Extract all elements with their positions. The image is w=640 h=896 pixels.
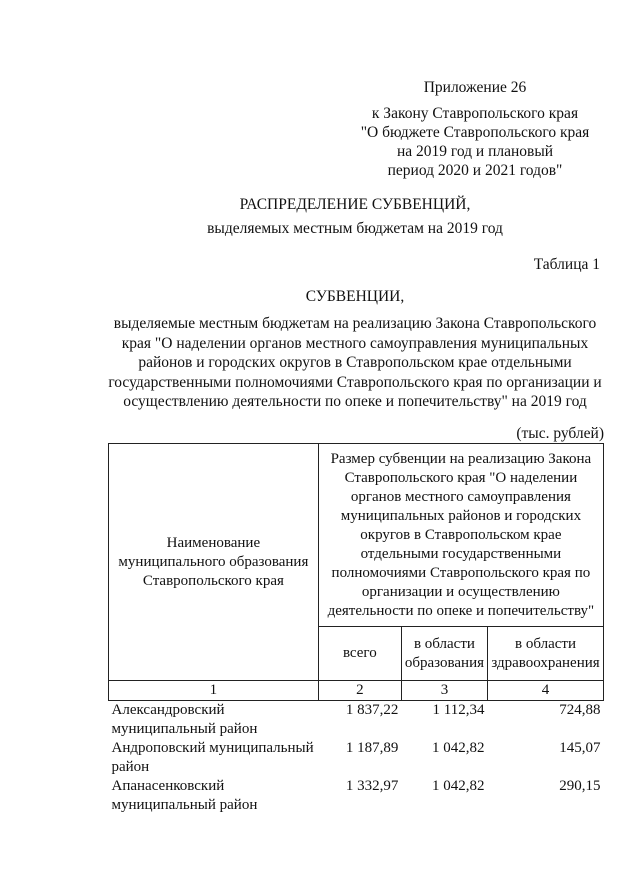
appendix-line: период 2020 и 2021 годов" — [387, 162, 563, 179]
header-row — [109, 444, 604, 627]
value-health: 145,07 — [559, 740, 601, 756]
units-label: (тыс. рублей) — [516, 425, 604, 442]
table-row — [109, 701, 604, 740]
group-header: Размер субвенции на реализацию Закона Ставропольского края "О наделении органов местного самоуправления муниципальных районов и городских округов в Ставропольском крае отдельными государственными полномочиями Ставропольского края по организации и осуществлению деятельности по опеке и попечительству" — [318, 444, 603, 627]
col1-header: Наименование муниципального образования Ставропольского края — [109, 444, 319, 681]
description-line: выделяемые местным бюджетам на реализацию Закона Ставропольского — [113, 315, 597, 332]
subheader-education: в области образования — [401, 627, 487, 681]
subsidies-title: СУБВЕНЦИИ, — [305, 288, 405, 305]
subsidies-description — [60, 314, 640, 412]
description-line: осуществлению деятельности по опеке и попечительству" на 2019 год — [123, 393, 587, 410]
district-name: Александровский муниципальный район — [111, 702, 258, 737]
page-subtitle: выделяемых местным бюджетам на 2019 год — [207, 220, 503, 237]
subsidy-table — [108, 443, 604, 815]
appendix-line: на 2019 год и плановый — [396, 143, 554, 160]
value-total: 1 187,89 — [345, 740, 399, 756]
appendix-title: Приложение 26 — [423, 79, 527, 96]
table-row — [109, 777, 604, 815]
column-number: 2 — [318, 681, 401, 701]
value-health: 724,88 — [559, 702, 601, 718]
column-number: 1 — [109, 681, 319, 701]
value-education: 1 042,82 — [432, 778, 485, 794]
column-number: 4 — [488, 681, 604, 701]
description-line: государственными полномочиями Ставропольского края по организации и — [108, 373, 602, 391]
value-total: 1 332,97 — [345, 778, 399, 794]
district-name: Андроповский муниципальный район — [111, 740, 314, 775]
district-name: Апанасенковский муниципальный район — [111, 778, 258, 813]
table-label: Таблица 1 — [533, 256, 600, 273]
appendix-line: "О бюджете Ставропольского края — [360, 124, 590, 141]
table-row — [109, 739, 604, 777]
value-education: 1 042,82 — [432, 740, 485, 756]
value-health: 290,15 — [559, 778, 601, 794]
appendix-reference — [340, 104, 610, 180]
value-education: 1 112,34 — [432, 702, 485, 718]
column-number-row — [109, 681, 604, 701]
value-total: 1 837,22 — [345, 702, 399, 718]
description-line: районов и городских округов в Ставропольском крае отдельными — [138, 354, 572, 371]
column-number: 3 — [401, 681, 487, 701]
page-title: РАСПРЕДЕЛЕНИЕ СУБВЕНЦИЙ, — [239, 196, 471, 213]
description-line: края "О наделении органов местного самоуправления муниципальных — [121, 334, 589, 352]
subheader-total: всего — [318, 627, 401, 681]
subheader-health: в области здравоохранения — [488, 627, 604, 681]
appendix-line: к Закону Ставропольского края — [371, 105, 579, 122]
